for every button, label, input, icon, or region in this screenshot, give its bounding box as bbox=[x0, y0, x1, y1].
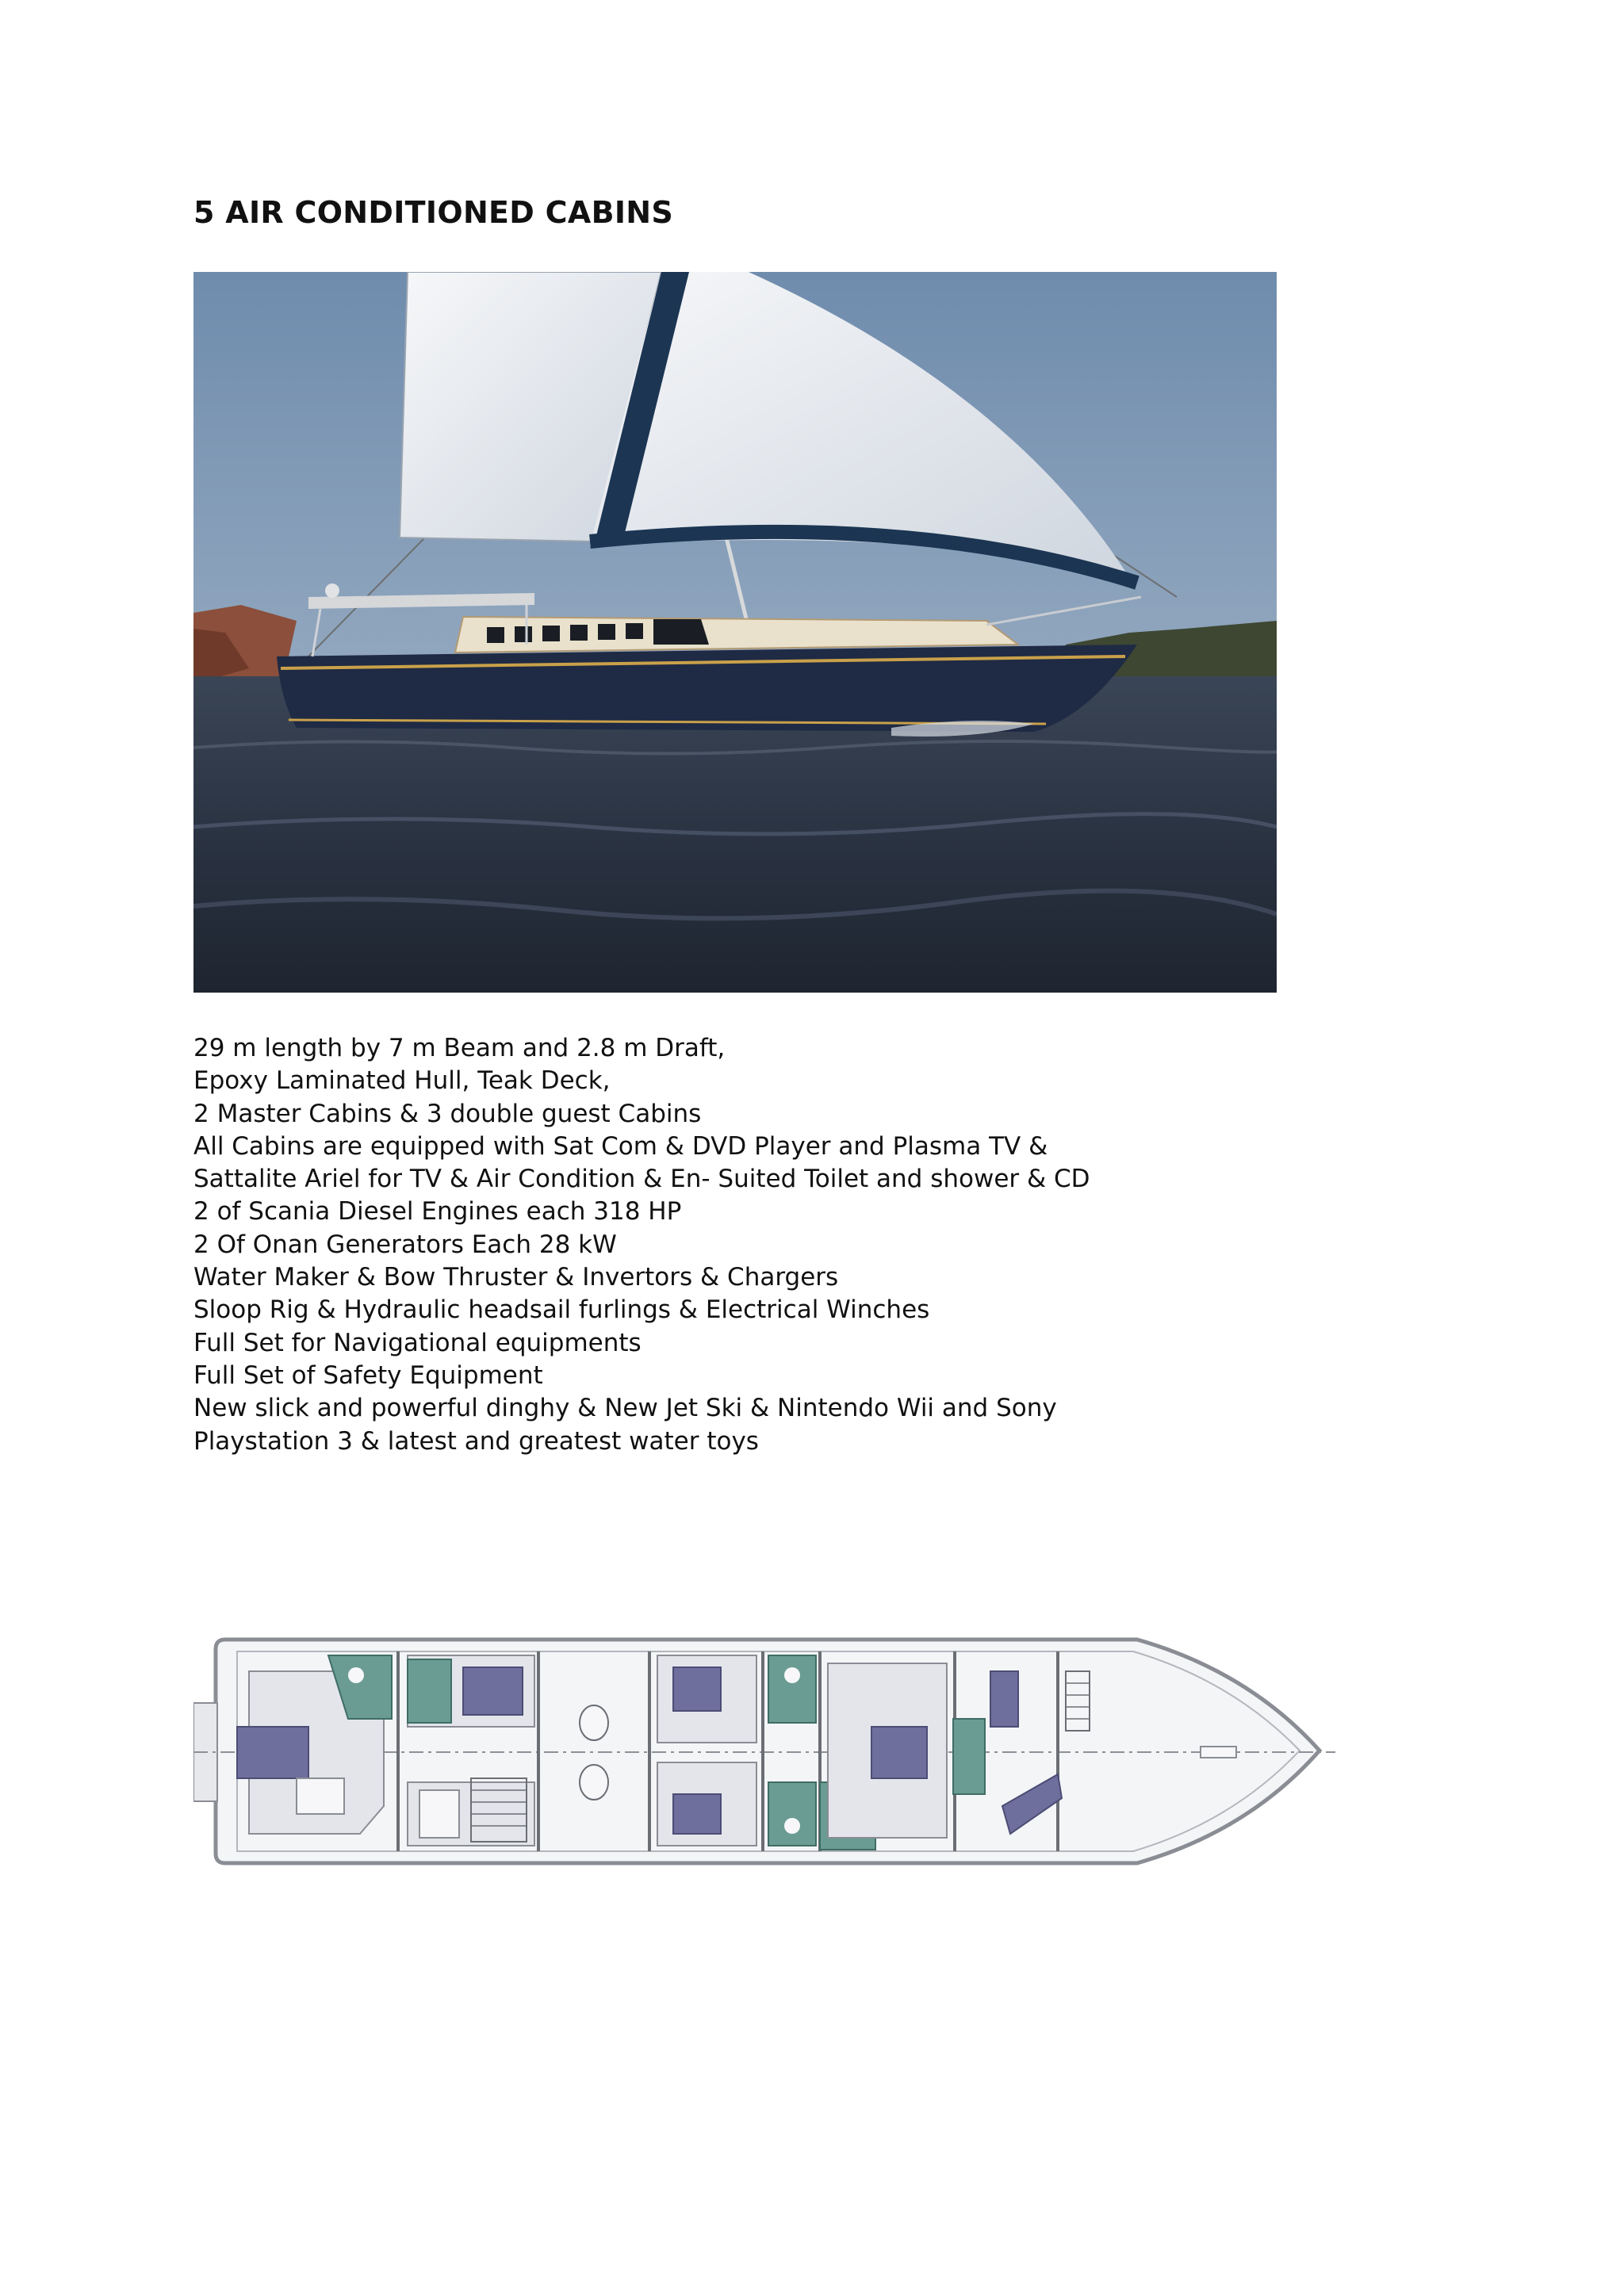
spec-line: Water Maker & Bow Thruster & Invertors & Chargers bbox=[193, 1263, 839, 1292]
spec-line: 2 Master Cabins & 3 double guest Cabins bbox=[193, 1099, 702, 1128]
spec-line: Full Set of Safety Equipment bbox=[193, 1360, 543, 1390]
spec-line: All Cabins are equipped with Sat Com & DVD Player and Plasma TV & bbox=[193, 1131, 1048, 1161]
spec-line: Sattalite Ariel for TV & Air Condition & En- Suited Toilet and shower & CD bbox=[193, 1165, 1090, 1194]
spec-line: Playstation 3 & latest and greatest water toys bbox=[193, 1426, 759, 1456]
deck-plan-image bbox=[193, 1624, 1335, 1881]
spec-line: Epoxy Laminated Hull, Teak Deck, bbox=[193, 1066, 611, 1096]
spec-line: Full Set for Navigational equipments bbox=[193, 1328, 642, 1357]
spec-list bbox=[193, 1032, 1383, 1458]
spec-line: 2 of Scania Diesel Engines each 318 HP bbox=[193, 1197, 682, 1226]
spec-line: 29 m length by 7 m Beam and 2.8 m Draft, bbox=[193, 1034, 726, 1062]
spec-line: 2 Of Onan Generators Each 28 kW bbox=[193, 1230, 617, 1259]
yacht-photo bbox=[193, 272, 1277, 993]
page-title: 5 AIR CONDITIONED CABINS bbox=[193, 195, 674, 230]
spec-line: Sloop Rig & Hydraulic headsail furlings & Electrical Winches bbox=[193, 1295, 930, 1325]
spec-line: New slick and powerful dinghy & New Jet Ski & Nintendo Wii and Sony bbox=[193, 1394, 1057, 1423]
